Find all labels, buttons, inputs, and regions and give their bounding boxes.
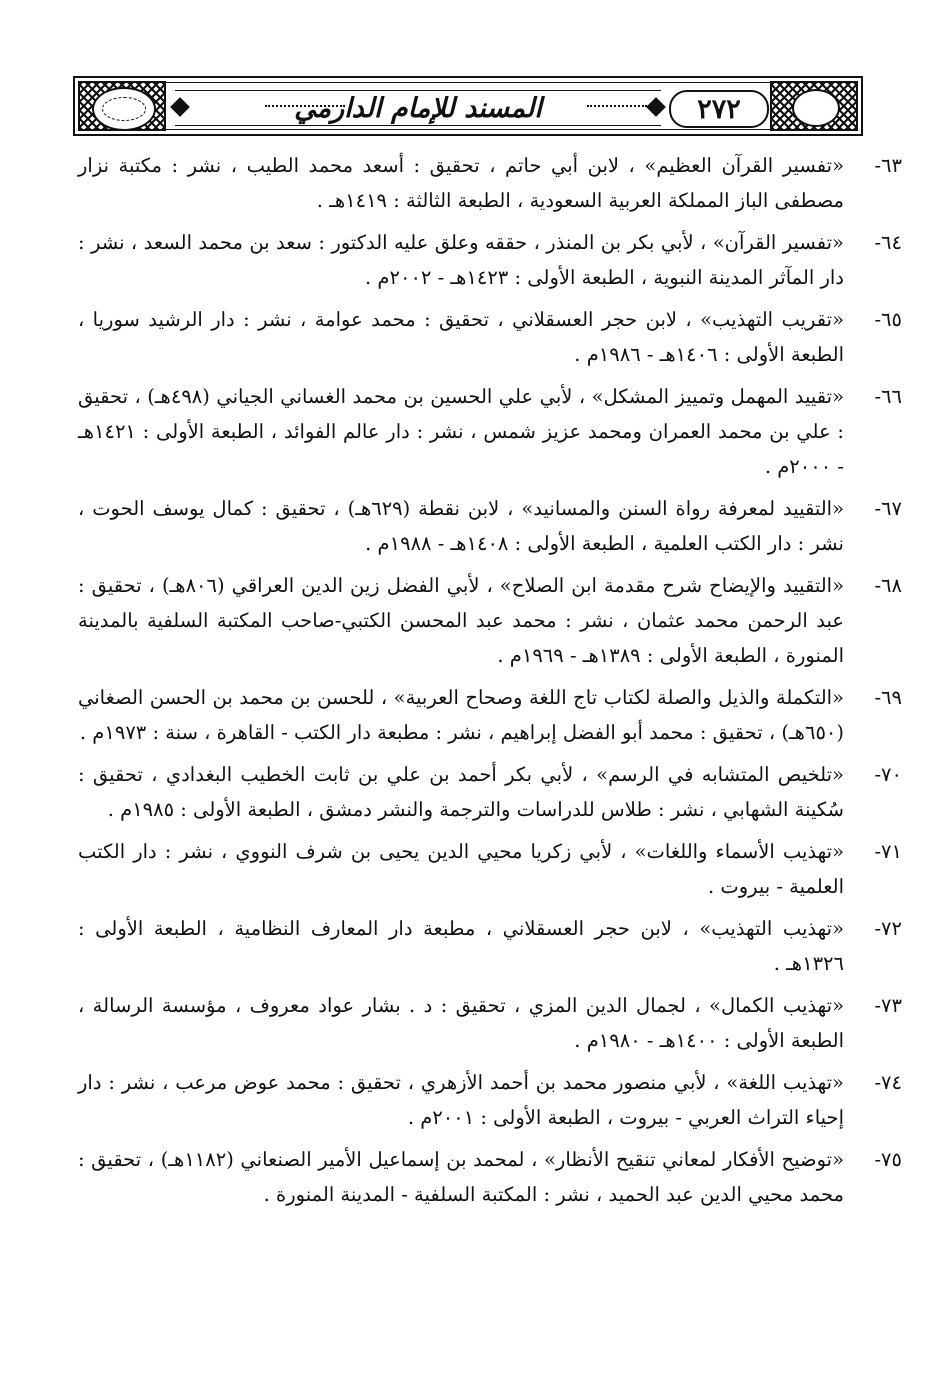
page-number-cartouche <box>669 90 769 128</box>
entry-text: «تقريب التهذيب» ، لابن حجر العسقلاني ، تحقيق : محمد عوامة ، نشر : دار الرشيد سوريا ، الطبعة الأولى : ١٤٠٦هـ - ١٩٨٦م . <box>78 308 844 366</box>
page-number: ٢٧٢ <box>697 93 741 125</box>
entry-text: «تهذيب الكمال» ، لجمال الدين المزي ، تحقيق : د . بشار عواد معروف ، مؤسسة الرسالة ، الطبعة الأولى : ١٤٠٠هـ - ١٩٨٠م . <box>78 994 844 1052</box>
bibliography-entry <box>78 1065 902 1135</box>
entry-text: «توضيح الأفكار لمعاني تنقيح الأنظار» ، لمحمد بن إسماعيل الأمير الصنعاني (١١٨٢هـ) ، تحقيق : محمد محيي الدين عبد الحميد ، نشر : المكتبة السلفية - المدينة المنورة . <box>78 1148 845 1206</box>
bibliography-entry <box>78 988 902 1058</box>
entry-number: ٧٠- <box>874 763 902 786</box>
entry-number: ٧٢- <box>874 917 902 940</box>
entry-number: ٧٣- <box>874 994 902 1017</box>
entry-number: ٦٤- <box>874 231 902 254</box>
entry-number: ٦٧- <box>874 497 902 520</box>
entry-text: «تهذيب اللغة» ، لأبي منصور محمد بن أحمد الأزهري ، تحقيق : محمد عوض مرعب ، نشر : دار إحياء التراث العربي - بيروت ، الطبعة الأولى : ٢٠٠١م . <box>78 1071 844 1129</box>
entry-number: ٦٣- <box>874 154 902 177</box>
bibliography-entry <box>78 680 902 750</box>
entry-text: «تهذيب التهذيب» ، لابن حجر العسقلاني ، مطبعة دار المعارف النظامية ، الطبعة الأولى : ١٣٢٦هـ . <box>78 917 844 975</box>
entry-text: «تقييد المهمل وتمييز المشكل» ، لأبي علي الحسين بن محمد الغساني الجياني (٤٩٨هـ) ، تحقيق : علي بن محمد العمران ومحمد عزيز شمس ، نشر : دار عالم الفوائد ، الطبعة الأولى : ١٤٢١هـ - ٢٠٠٠م . <box>78 385 845 478</box>
bibliography-list <box>78 148 902 1219</box>
entry-number: ٦٩- <box>874 686 902 709</box>
entry-text: «تفسير القرآن العظيم» ، لابن أبي حاتم ، تحقيق : أسعد محمد الطيب ، نشر : مكتبة نزار مصطفى الباز المملكة العربية السعودية ، الطبعة الثالثة : ١٤١٩هـ . <box>78 154 844 212</box>
entry-number: ٧٤- <box>874 1071 902 1094</box>
entry-number: ٦٥- <box>874 308 902 331</box>
entry-text: «التقييد والإيضاح شرح مقدمة ابن الصلاح» ، لأبي الفضل زين الدين العراقي (٨٠٦هـ) ، تحقيق : عبد الرحمن محمد عثمان ، نشر : محمد عبد المحسن الكتبي-صاحب المكتبة السلفية بالمدينة المنورة ، الطبعة الأولى : ١٣٨٩هـ - ١٩٦٩م . <box>78 574 844 667</box>
running-title-band <box>175 90 661 126</box>
entry-text: «تفسير القرآن» ، لأبي بكر بن المنذر ، حققه وعلق عليه الدكتور : سعد بن محمد السعد ، نشر : دار المآثر المدينة النبوية ، الطبعة الأولى : ١٤٢٣هـ - ٢٠٠٢م . <box>78 231 844 289</box>
entry-text: «التقييد لمعرفة رواة السنن والمسانيد» ، لابن نقطة (٦٢٩هـ) ، تحقيق : كمال يوسف الحوت ، نشر : دار الكتب العلمية ، الطبعة الأولى : ١٤٠٨هـ - ١٩٨٨م . <box>78 497 844 555</box>
running-title: المسند للإمام الدارمي <box>294 92 542 124</box>
right-ornament-icon <box>770 81 858 131</box>
bibliography-entry <box>78 1142 902 1212</box>
page-header <box>73 76 863 136</box>
bibliography-entry <box>78 491 902 561</box>
bibliography-entry <box>78 148 902 218</box>
bibliography-entry <box>78 568 902 673</box>
entry-number: ٧٥- <box>874 1148 902 1171</box>
bibliography-entry <box>78 225 902 295</box>
entry-number: ٧١- <box>874 840 902 863</box>
bibliography-entry <box>78 302 902 372</box>
entry-text: «تهذيب الأسماء واللغات» ، لأبي زكريا محيي الدين يحيى بن شرف النووي ، نشر : دار الكتب العلمية - بيروت . <box>78 840 844 898</box>
bibliography-entry <box>78 379 902 484</box>
seal-ornament-icon <box>78 81 166 131</box>
entry-text: «التكملة والذيل والصلة لكتاب تاج اللغة وصحاح العربية» ، للحسن بن محمد بن الحسن الصغاني (٦٥٠هـ) ، تحقيق : محمد أبو الفضل إبراهيم ، نشر : مطبعة دار الكتب - القاهرة ، سنة : ١٩٧٣م . <box>78 686 844 744</box>
entry-text: «تلخيص المتشابه في الرسم» ، لأبي بكر أحمد بن علي بن ثابت الخطيب البغدادي ، تحقيق : سُكينة الشهابي ، نشر : طلاس للدراسات والترجمة والنشر دمشق ، الطبعة الأولى : ١٩٨٥م . <box>78 763 844 821</box>
entry-number: ٦٨- <box>874 574 902 597</box>
entry-number: ٦٦- <box>874 385 902 408</box>
dotted-rule <box>265 105 345 110</box>
bibliography-entry <box>78 757 902 827</box>
bibliography-entry <box>78 834 902 904</box>
bibliography-entry <box>78 911 902 981</box>
